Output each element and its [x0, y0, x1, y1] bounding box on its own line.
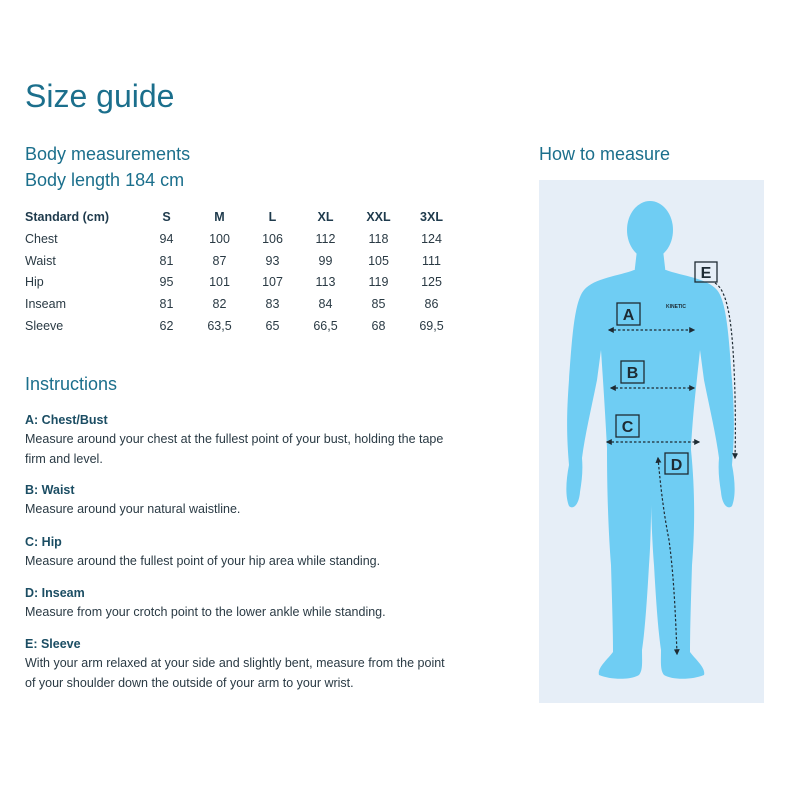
- table-cell: 95: [159, 275, 174, 290]
- instruction-body: Measure around your chest at the fullest point of your bust, holding the tape firm and level.: [25, 432, 444, 466]
- label-b: B: [626, 365, 639, 382]
- table-cell: 99: [318, 253, 333, 268]
- table-cell: 94: [159, 231, 174, 246]
- page-title: Size guide: [25, 78, 175, 114]
- label-c: C: [621, 419, 634, 436]
- table-cell: 85: [371, 297, 386, 312]
- instruction-body: Measure around your natural waistline.: [25, 502, 241, 516]
- table-cell: 113: [315, 275, 336, 290]
- instruction-body: Measure from your crotch point to the lower ankle while standing.: [25, 605, 386, 619]
- body-measurements-subtitle: Body measurements: [25, 144, 191, 164]
- table-cell: 66,5: [313, 319, 338, 334]
- table-cell: 101: [209, 275, 230, 290]
- how-to-measure-title: How to measure: [539, 144, 671, 164]
- row-label: Inseam: [25, 297, 66, 312]
- table-cell: 68: [371, 319, 386, 334]
- header-size-m: M: [214, 210, 225, 224]
- table-row-waist: [25, 250, 458, 272]
- header-size-s: S: [162, 210, 171, 224]
- table-row-chest: [25, 228, 458, 250]
- instruction-hip: [25, 533, 445, 572]
- table-cell: 62: [159, 319, 174, 334]
- table-cell: 107: [262, 275, 283, 290]
- header-size-xl: XL: [317, 210, 334, 224]
- instruction-body: Measure around the fullest point of your hip area while standing.: [25, 554, 381, 568]
- instruction-heading: E: Sleeve: [25, 637, 81, 651]
- table-cell: 100: [209, 231, 230, 246]
- table-cell: 93: [265, 253, 280, 268]
- row-label: Sleeve: [25, 319, 64, 334]
- table-cell: 84: [318, 297, 333, 312]
- instruction-heading: C: Hip: [25, 535, 62, 549]
- label-a: A: [622, 307, 635, 324]
- size-table-header-row: [25, 206, 458, 228]
- row-label: Waist: [25, 253, 56, 268]
- header-size-xxl: XXL: [366, 210, 391, 224]
- table-cell: 118: [368, 231, 389, 246]
- table-cell: 69,5: [419, 319, 444, 334]
- table-row-inseam: [25, 293, 458, 315]
- body-length-subtitle: Body length 184 cm: [25, 170, 185, 190]
- instruction-chest: [25, 411, 445, 469]
- instruction-inseam: [25, 584, 445, 623]
- instruction-body: With your arm relaxed at your side and slightly bent, measure from the point of your shoulder down the outside of your arm to your wrist.: [25, 656, 445, 690]
- table-row-hip: [25, 272, 458, 294]
- table-cell: 83: [265, 297, 280, 312]
- table-cell: 81: [159, 297, 174, 312]
- header-standard: Standard (cm): [25, 210, 110, 224]
- table-cell: 111: [421, 253, 441, 268]
- table-cell: 86: [424, 297, 439, 312]
- table-cell: 124: [421, 231, 442, 246]
- table-cell: 106: [262, 231, 283, 246]
- instruction-heading: A: Chest/Bust: [25, 413, 108, 427]
- table-cell: 112: [315, 231, 336, 246]
- table-cell: 125: [421, 275, 442, 290]
- row-label: Hip: [25, 275, 44, 290]
- instruction-heading: B: Waist: [25, 483, 75, 497]
- body-figure: [539, 180, 764, 703]
- body-figure-panel: [539, 180, 764, 703]
- table-cell: 65: [265, 319, 280, 334]
- table-row-sleeve: [25, 315, 458, 337]
- table-cell: 82: [212, 297, 227, 312]
- instruction-waist: [25, 481, 445, 520]
- header-size-l: L: [268, 210, 277, 224]
- table-cell: 119: [368, 275, 389, 290]
- size-table: [25, 206, 458, 337]
- table-cell: 105: [368, 253, 389, 268]
- row-label: Chest: [25, 231, 58, 246]
- table-cell: 63,5: [207, 319, 232, 334]
- instruction-heading: D: Inseam: [25, 586, 85, 600]
- label-e: E: [700, 265, 712, 282]
- table-cell: 87: [212, 253, 227, 268]
- kinetic-logo: KINETIC: [666, 304, 686, 310]
- instruction-sleeve: [25, 635, 445, 693]
- header-size-3xl: 3XL: [420, 210, 443, 224]
- instructions-title: Instructions: [25, 374, 118, 394]
- table-cell: 81: [159, 253, 174, 268]
- label-d: D: [670, 457, 683, 474]
